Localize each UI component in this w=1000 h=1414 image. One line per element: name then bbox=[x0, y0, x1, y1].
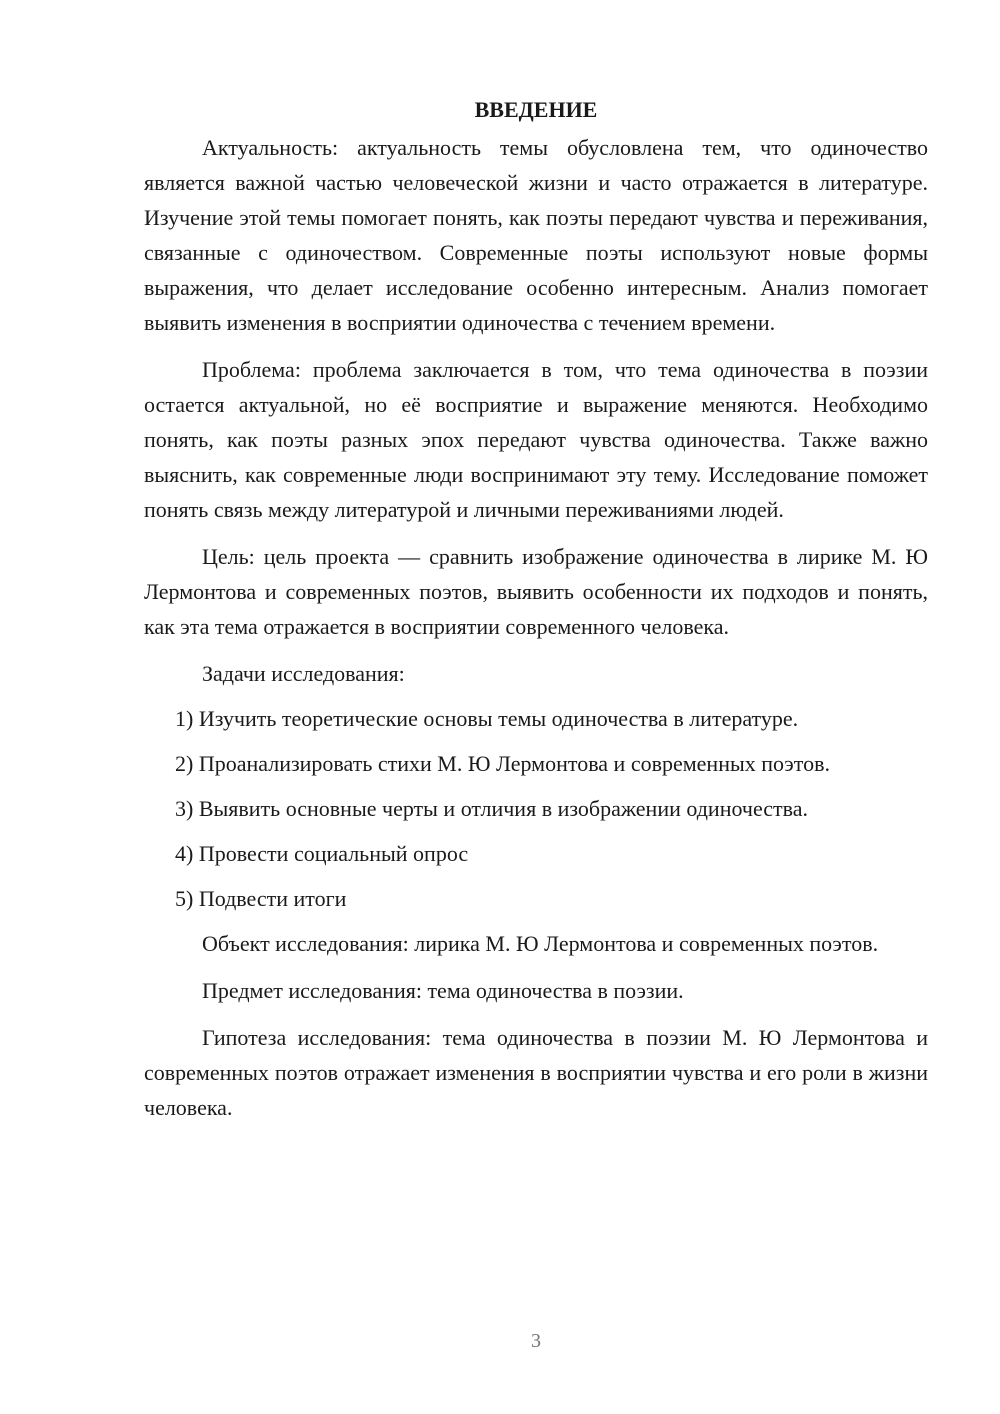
task-item: 4) Провести социальный опрос bbox=[175, 841, 469, 866]
task-item: 5) Подвести итоги bbox=[175, 886, 347, 911]
task-item: 2) Проанализировать стихи М. Ю Лермонтова и современных поэтов. bbox=[175, 751, 830, 776]
paragraph-relevance: Актуальность: актуальность темы обусловлена тем, что одиночество является важной частью человеческой жизни и часто отражается в литературе. Изучение этой темы помогает понять, как поэты передают чувства и переживания, связанные с одиночеством. Современные поэты используют новые формы выражения, что делает исследование особенно интересным. Анализ помогает выявить изменения в восприятии одиночества с течением времени. bbox=[144, 135, 928, 335]
paragraph-object: Объект исследования: лирика М. Ю Лермонтова и современных поэтов. bbox=[202, 931, 879, 956]
page-number: 3 bbox=[531, 1330, 541, 1352]
paragraph-subject: Предмет исследования: тема одиночества в поэзии. bbox=[202, 978, 684, 1003]
tasks-list bbox=[144, 701, 928, 916]
page-heading: ВВЕДЕНИЕ bbox=[474, 97, 598, 122]
paragraph-tasks-title: Задачи исследования: bbox=[202, 661, 405, 686]
paragraph-problem: Проблема: проблема заключается в том, что тема одиночества в поэзии остается актуальной, но её восприятие и выражение меняются. Необходимо понять, как поэты разных эпох передают чувства одиночества. Также важно выяснить, как современные люди воспринимают эту тему. Исследование поможет понять связь между литературой и личными переживаниями людей. bbox=[144, 357, 928, 522]
document-page bbox=[144, 95, 928, 1137]
task-item: 1) Изучить теоретические основы темы одиночества в литературе. bbox=[175, 706, 799, 731]
task-item: 3) Выявить основные черты и отличия в изображении одиночества. bbox=[175, 796, 809, 821]
paragraph-goal: Цель: цель проекта — сравнить изображение одиночества в лирике М. Ю Лермонтова и современных поэтов, выявить особенности их подходов и понять, как эта тема отражается в восприятии современного человека. bbox=[144, 544, 928, 639]
paragraph-hypothesis: Гипотеза исследования: тема одиночества в поэзии М. Ю Лермонтова и современных поэтов отражает изменения в восприятии чувства и его роли в жизни человека. bbox=[144, 1025, 928, 1120]
